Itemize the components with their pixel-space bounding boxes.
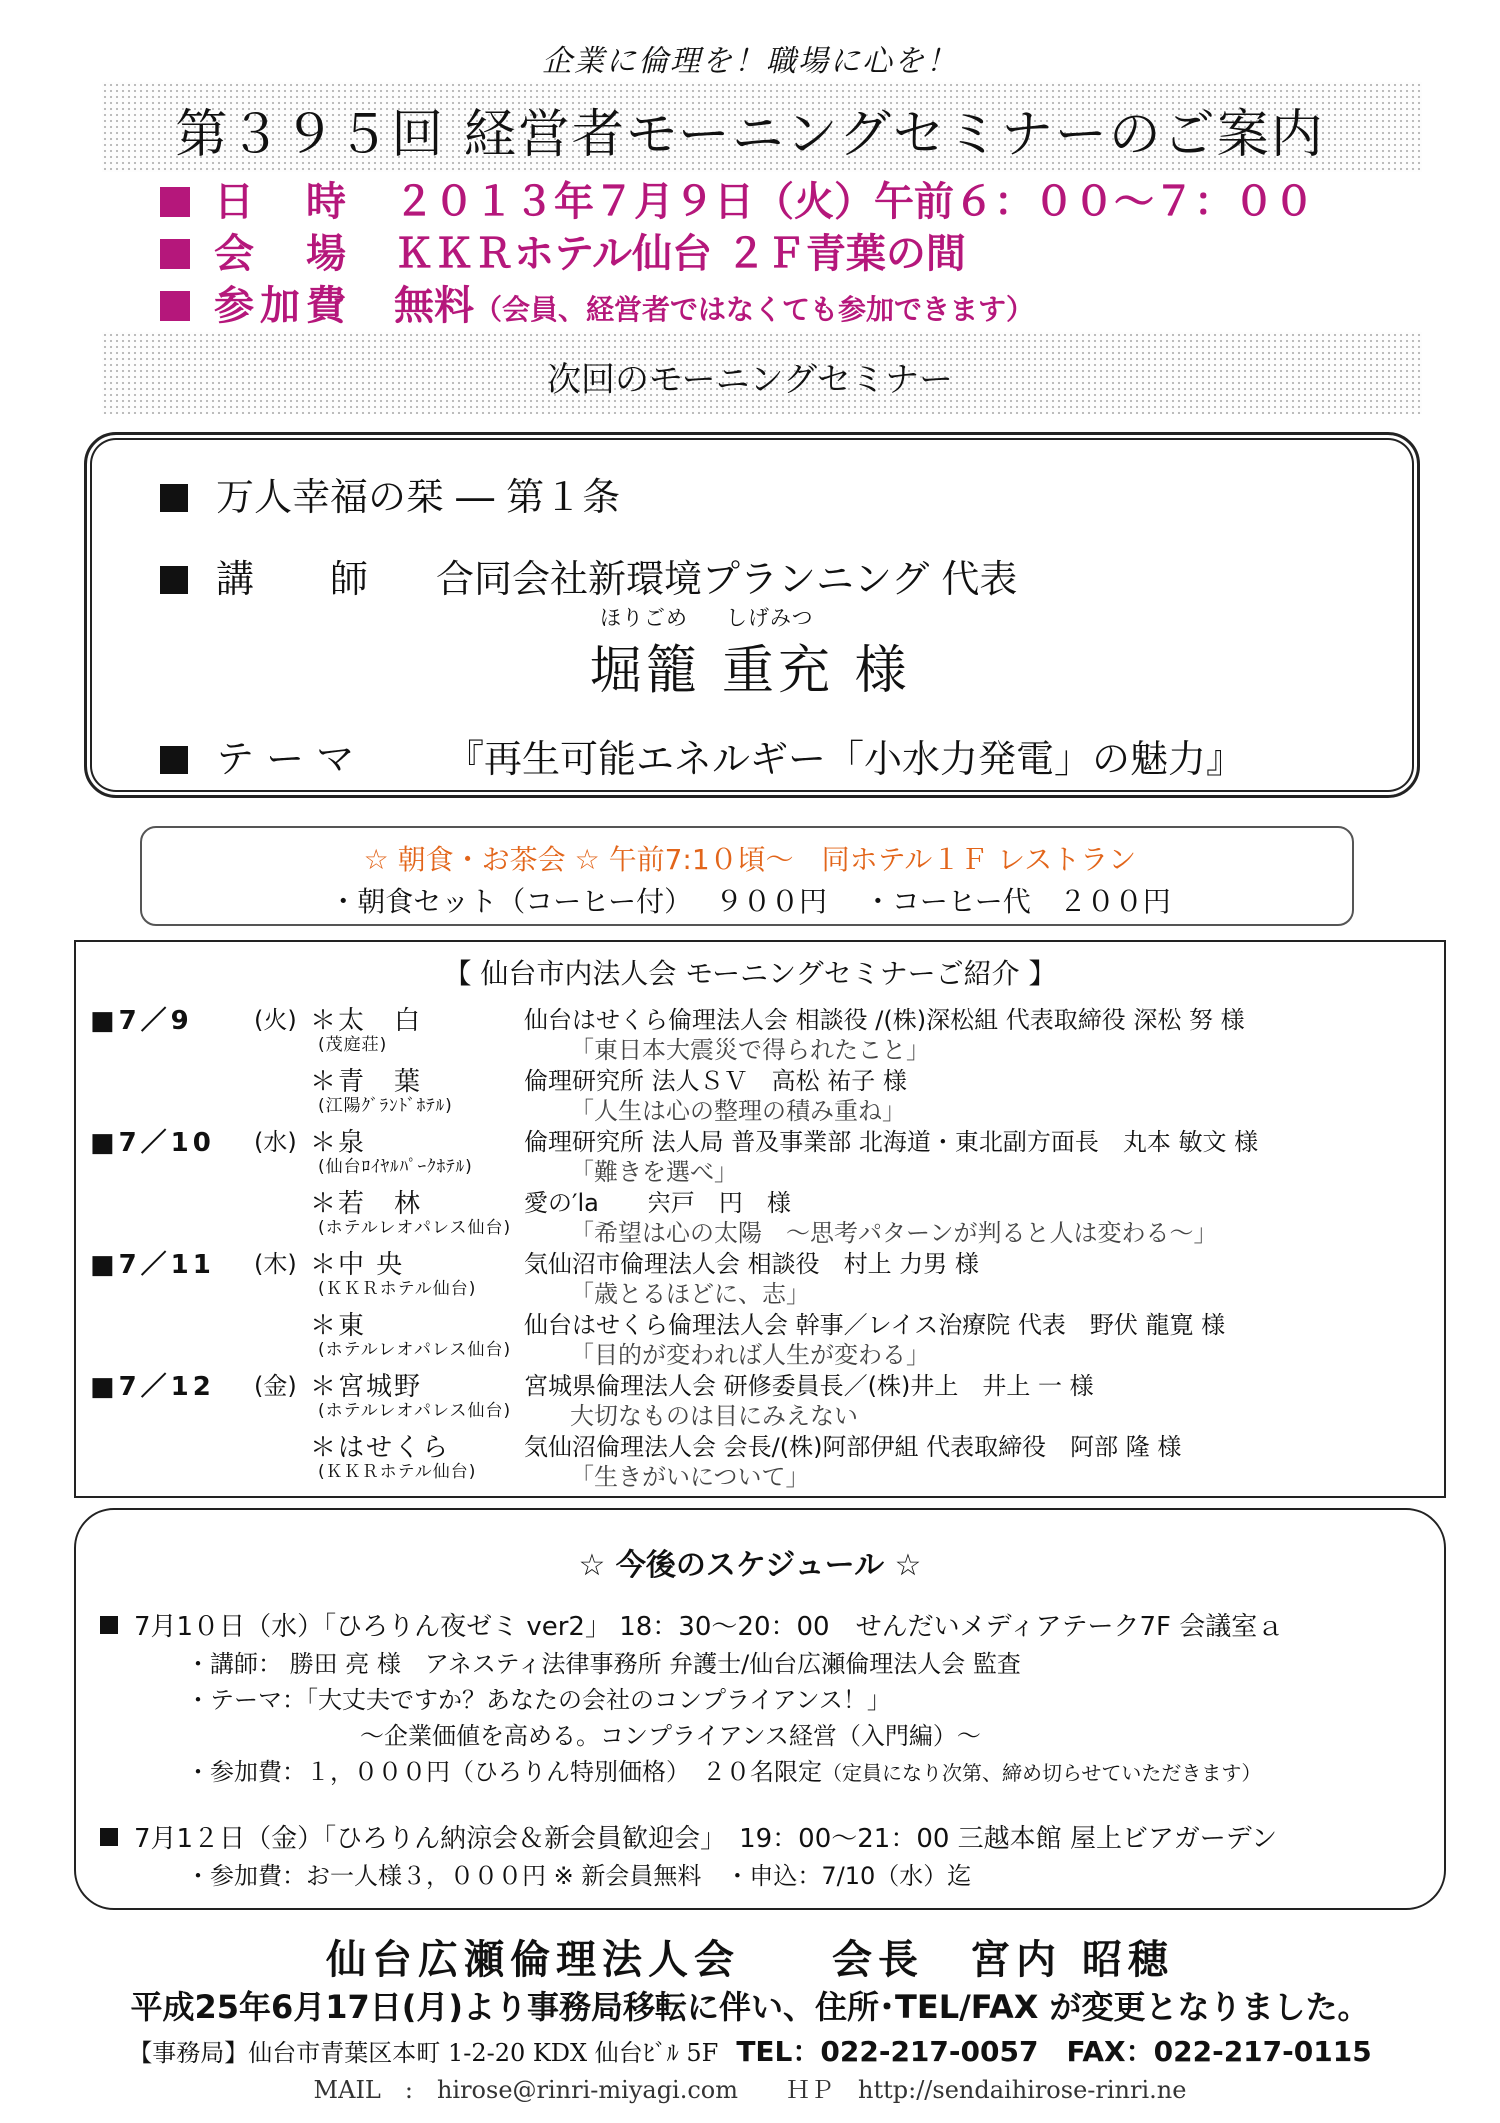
intro-theme: 「歳とるほどに、志」: [570, 1280, 810, 1308]
intro-room: ＊はせくら: [310, 1433, 451, 1463]
intro-day: (水): [254, 1128, 297, 1156]
info-venue: 会 場 ＫＫＲホテル仙台 ２Ｆ青葉の間: [160, 222, 966, 279]
intro-speaker: 愛の′la 宍戸 円 様: [524, 1189, 791, 1217]
intro-speaker: 仙台はせくら倫理法人会 相談役 /(株)深松組 代表取締役 深松 努 様: [524, 1006, 1245, 1034]
move-notice: 平成25年6月17日(月)より事務局移転に伴い、住所･TEL/FAX が変更となりました。: [130, 1988, 1370, 2026]
intro-theme: 「生きがいについて」: [570, 1463, 810, 1491]
tel-fax: TEL：022-217-0057 FAX：022-217-0115: [736, 2035, 1372, 2068]
bullet-square-icon: [160, 187, 190, 217]
intro-row: [0, 1244, 1500, 1280]
intro-title: 【 仙台市内法人会 モーニングセミナーご紹介 】: [443, 957, 1057, 990]
intro-row: [0, 1183, 1500, 1219]
intro-speaker: 気仙沼倫理法人会 会長/(株)阿部伊組 代表取締役 阿部 隆 様: [524, 1433, 1182, 1461]
speaker-ruby: ほりごめ しげみつ: [600, 606, 814, 630]
intro-row: [0, 1000, 1500, 1036]
slogan: 企業に倫理を！職場に心を！: [542, 44, 958, 79]
mail-hp: MAIL : hirose@rinri-miyagi.com ＨＰ http://sendaihirose-rinri.ne: [313, 2076, 1187, 2104]
intro-row: [0, 1122, 1500, 1158]
intro-room: ＊青 葉: [310, 1067, 423, 1097]
intro-theme: 大切なものは目にみえない: [570, 1402, 858, 1430]
intro-room: ＊東: [310, 1311, 367, 1341]
lecturer-line: 講 師 合同会社新環境プランニング 代表: [160, 548, 1017, 603]
bullet-square-icon: [160, 239, 190, 269]
info-datetime-value: ２０１３年７月９日（火）午前６：００～７：００: [394, 179, 1314, 225]
intro-venue: (江陽ｸﾞﾗﾝﾄﾞﾎﾃﾙ): [318, 1096, 453, 1116]
intro-room: ＊中 央: [310, 1250, 405, 1280]
intro-venue: (ＫＫＲホテル仙台): [318, 1462, 477, 1482]
info-fee: 参加費 無料（会員、経営者ではなくても参加できます）: [160, 274, 1034, 331]
bullet-square-icon: [100, 1616, 118, 1634]
intro-subrow: [0, 1335, 1500, 1369]
intro-subrow: [0, 1152, 1500, 1186]
intro-subrow: [0, 1457, 1500, 1491]
intro-row: [0, 1305, 1500, 1341]
event1-fee: ・参加費：１，０００円（ひろりん特別価格） ２０名限定（定員になり次第、締め切らせていただきます）: [186, 1758, 1262, 1786]
info-venue-value: ＫＫＲホテル仙台 ２Ｆ青葉の間: [394, 231, 966, 277]
intro-subrow: [0, 1030, 1500, 1064]
info-datetime: 日 時 ２０１３年７月９日（火）午前６：００～７：００: [160, 170, 1314, 227]
intro-room: ＊若 林: [310, 1189, 423, 1219]
event2-fee: ・参加費：お一人様３，０００円 ※ 新会員無料 ・申込：7/10（水）迄: [186, 1862, 972, 1890]
intro-date: ■7／12: [90, 1372, 215, 1402]
intro-subrow: [0, 1396, 1500, 1430]
event2-headline: 7月1２日（金）「ひろりん納涼会＆新会員歓迎会」 19：00～21：00 三越本館 屋上ビアガーデン: [100, 1818, 1277, 1855]
intro-day: (火): [254, 1006, 297, 1034]
intro-theme: 「希望は心の太陽 ～思考パターンが判ると人は変わる～」: [570, 1219, 1218, 1247]
intro-speaker: 倫理研究所 法人ＳＶ 高松 祐子 様: [524, 1067, 907, 1095]
speaker-name: 堀籠 重充 様: [589, 641, 911, 701]
intro-venue: (ホテルレオパレス仙台): [318, 1340, 512, 1360]
office-address: 【事務局】仙台市青葉区本町 1-2-20 KDX 仙台ﾋﾞﾙ 5F TEL：022-217-0057 FAX：022-217-0115: [128, 2035, 1372, 2068]
intro-date: ■7／9: [90, 1006, 193, 1036]
intro-date: ■7／11: [90, 1250, 215, 1280]
event1-theme-sub: ～企業価値を高める。コンプライアンス経営（入門編）～: [360, 1722, 981, 1750]
page-title: 第３９５回 経営者モーニングセミナーのご案内: [175, 105, 1325, 165]
bullet-square-icon: [160, 484, 188, 512]
intro-venue: (ホテルレオパレス仙台): [318, 1401, 512, 1421]
intro-row: [0, 1366, 1500, 1402]
intro-theme: 「目的が変われば人生が変わる」: [570, 1341, 930, 1369]
intro-speaker: 仙台はせくら倫理法人会 幹事／レイス治療院 代表 野伏 龍寛 様: [524, 1311, 1226, 1339]
theme-line: テ ー マ 『再生可能エネルギー「小水力発電」の魅力』: [160, 728, 1244, 783]
info-fee-note: （会員、経営者ではなくても参加できます）: [474, 293, 1035, 326]
intro-day: (木): [254, 1250, 297, 1278]
intro-row: [0, 1427, 1500, 1463]
intro-venue: (茂庭荘): [318, 1035, 388, 1055]
intro-venue: (ホテルレオパレス仙台): [318, 1218, 512, 1238]
intro-room: ＊太 白: [310, 1006, 423, 1036]
intro-theme: 「東日本大震災で得られたこと」: [570, 1036, 930, 1064]
intro-row: [0, 1061, 1500, 1097]
breakfast-prices: ・朝食セット（コーヒー付） ９００円 ・コーヒー代 ２００円: [329, 885, 1171, 918]
intro-subrow: [0, 1274, 1500, 1308]
intro-theme: 「人生は心の整理の積み重ね」: [570, 1097, 906, 1125]
next-seminar-title: 次回のモーニングセミナー: [547, 360, 953, 400]
info-fee-value: 無料: [394, 283, 474, 329]
intro-date: ■7／10: [90, 1128, 215, 1158]
intro-speaker: 倫理研究所 法人局 普及事業部 北海道・東北副方面長 丸本 敏文 様: [524, 1128, 1259, 1156]
intro-room: ＊泉: [310, 1128, 367, 1158]
intro-subrow: [0, 1213, 1500, 1247]
bullet-square-icon: [160, 746, 188, 774]
bullet-square-icon: [100, 1828, 118, 1846]
topic-line: 万人幸福の栞 ― 第１条: [160, 466, 620, 521]
event1-theme: ・テーマ：「大丈夫ですか？あなたの会社のコンプライアンス！」: [186, 1686, 891, 1714]
intro-venue: (ＫＫＲホテル仙台): [318, 1279, 477, 1299]
intro-room: ＊宮城野: [310, 1372, 423, 1402]
breakfast-headline: ☆ 朝食・お茶会 ☆ 午前7:1０頃～ 同ホテル１Ｆ レストラン: [363, 843, 1137, 876]
intro-subrow: [0, 1091, 1500, 1125]
intro-day: (金): [254, 1372, 297, 1400]
organization-name: 仙台広瀬倫理法人会 会長 宮内 昭穂: [326, 1937, 1174, 1983]
event1-lecturer: ・講師： 勝田 亮 様 アネスティ法律事務所 弁護士/仙台広瀬倫理法人会 監査: [186, 1650, 1021, 1678]
event1-headline: 7月1０日（水）「ひろりん夜ゼミ ver2」 18：30～20：00 せんだいメディアテーク7F 会議室ａ: [100, 1606, 1283, 1643]
bullet-square-icon: [160, 566, 188, 594]
bullet-square-icon: [160, 291, 190, 321]
schedule-title: ☆ 今後のスケジュール ☆: [578, 1548, 922, 1583]
intro-theme: 「難きを選べ」: [570, 1158, 738, 1186]
intro-speaker: 宮城県倫理法人会 研修委員長／(株)井上 井上 一 様: [524, 1372, 1094, 1400]
intro-venue: (仙台ﾛｲﾔﾙﾊﾟｰｸﾎﾃﾙ): [318, 1157, 473, 1177]
intro-speaker: 気仙沼市倫理法人会 相談役 村上 力男 様: [524, 1250, 979, 1278]
